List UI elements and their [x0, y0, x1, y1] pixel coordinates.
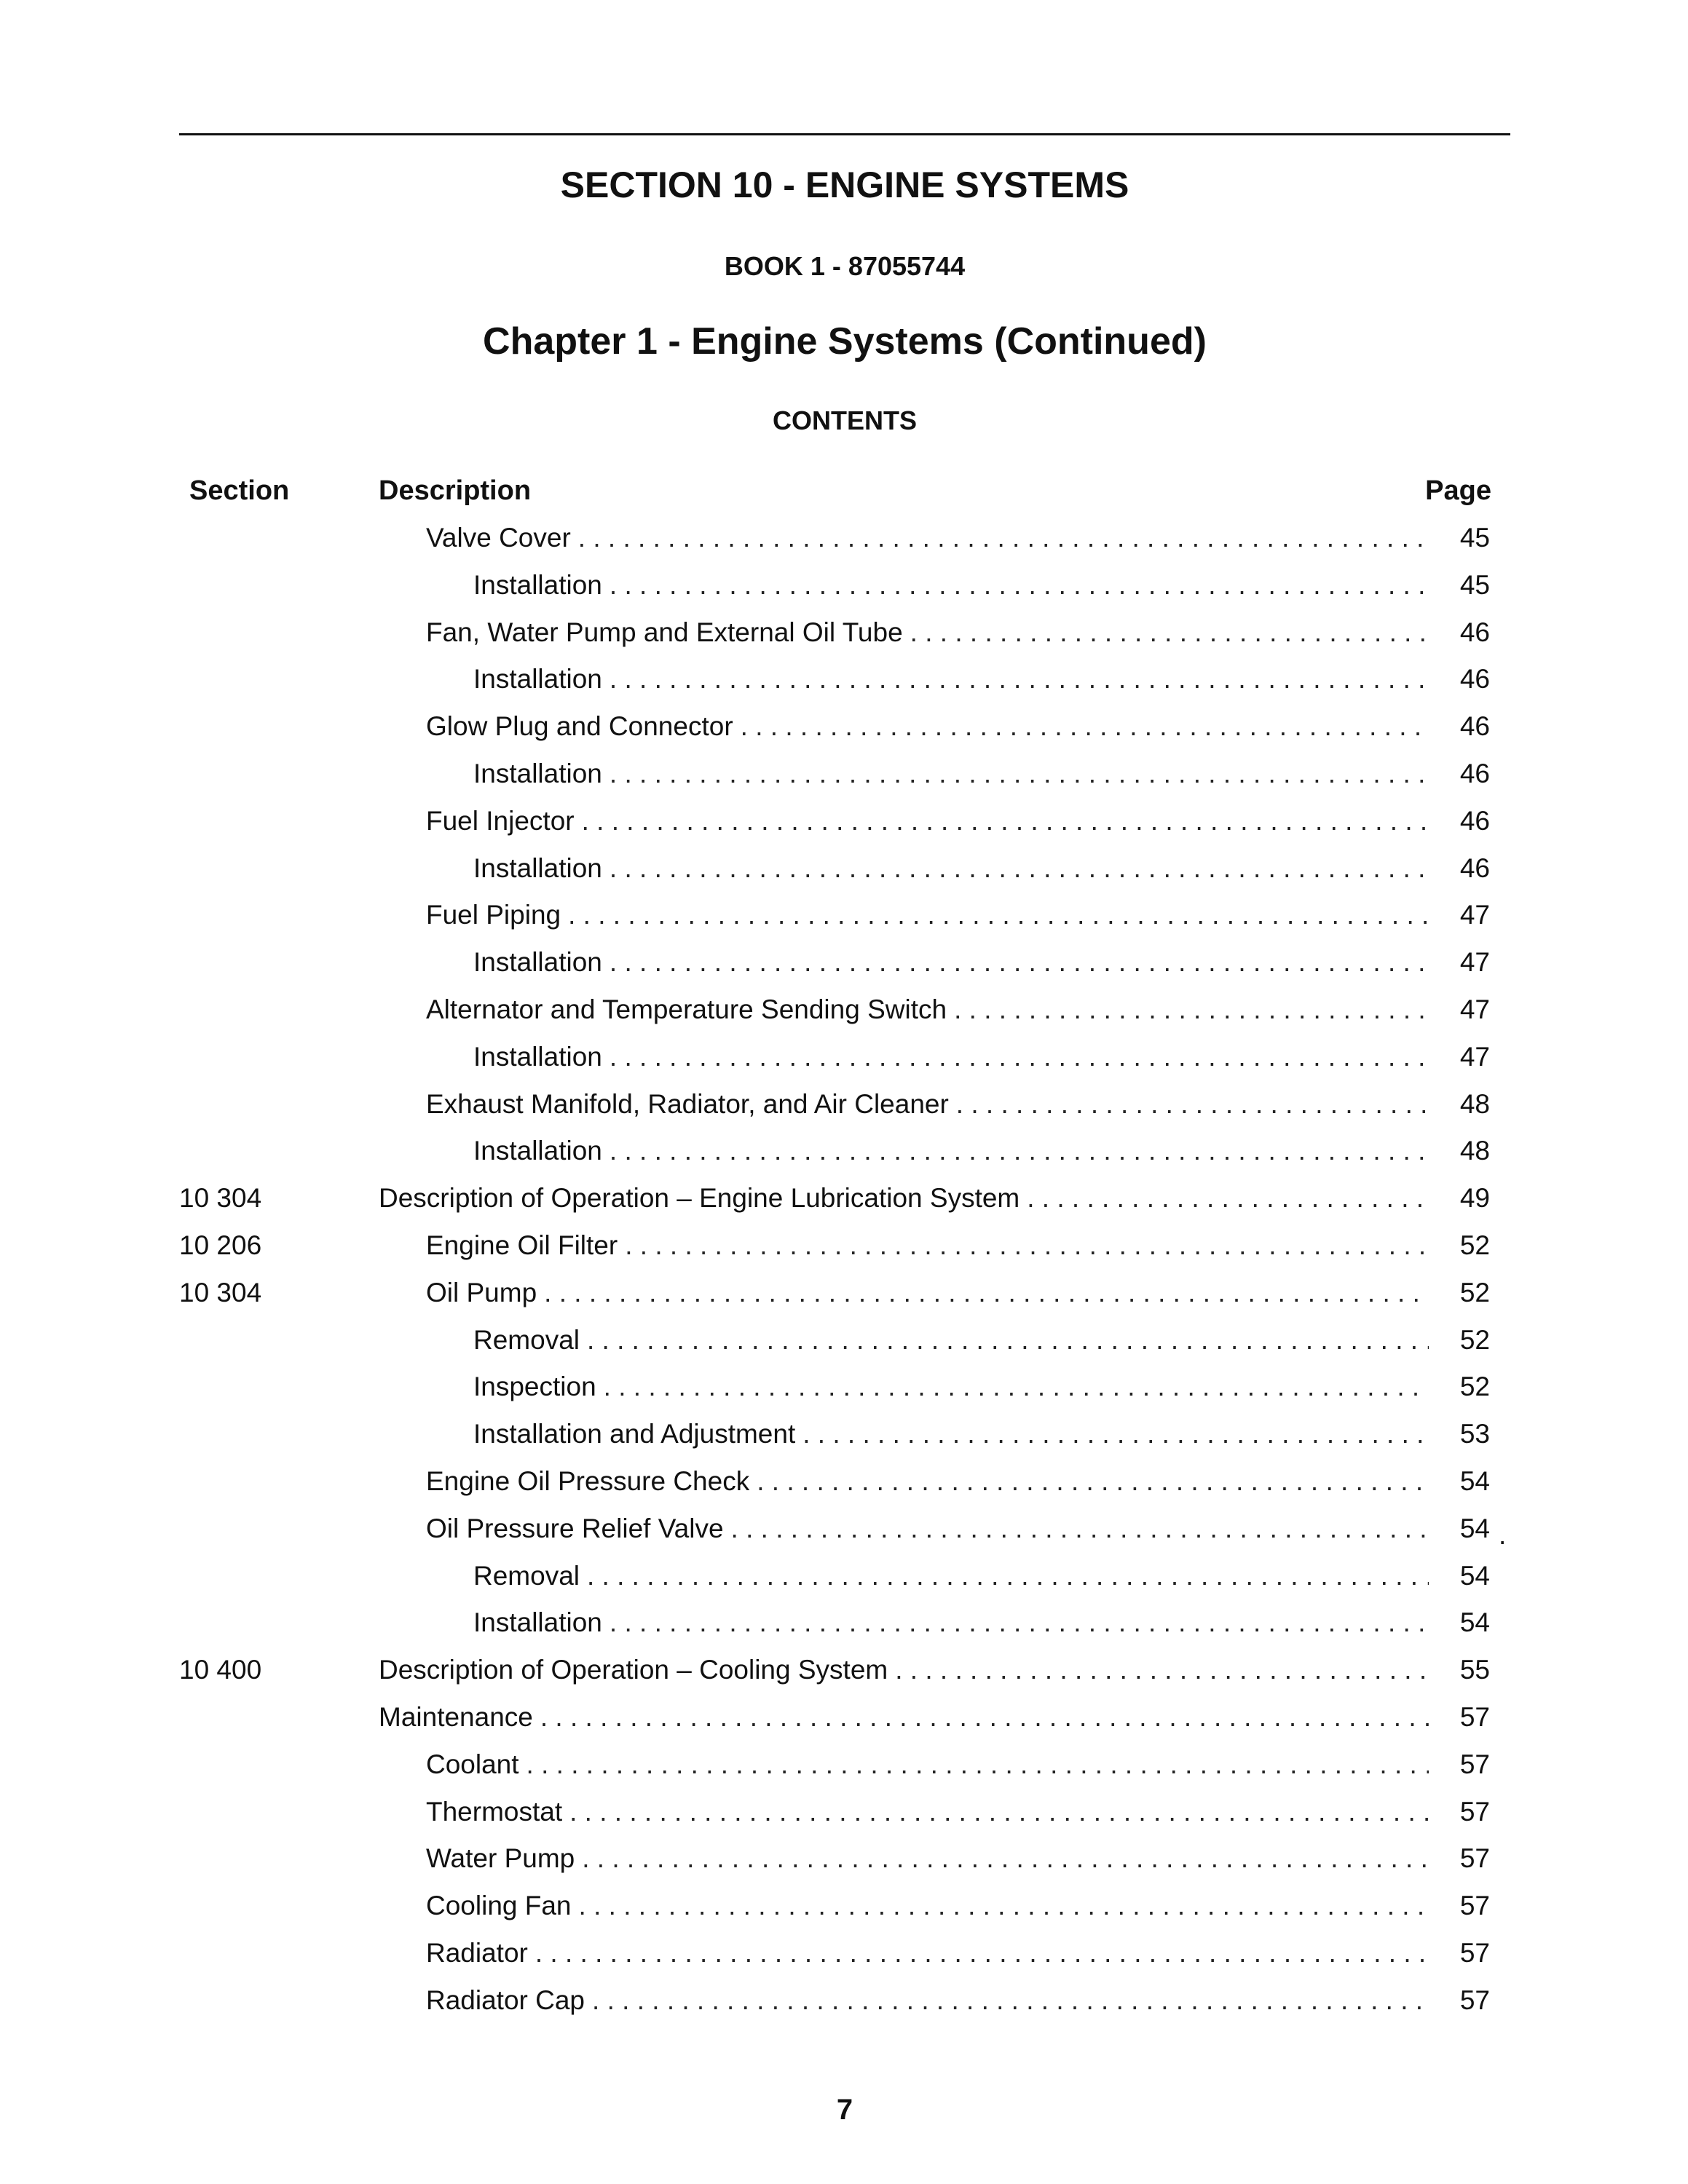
toc-entry-label: Description of Operation – Cooling System [379, 1655, 888, 1685]
toc-page-number: 54 [1459, 1513, 1490, 1543]
dot-leader [741, 703, 1429, 751]
toc-row [179, 1789, 1490, 1836]
toc-entry [473, 1317, 1490, 1364]
dot-leader [604, 1364, 1429, 1411]
book-number: BOOK 1 - 87055744 [724, 251, 966, 281]
dot-leader [802, 1411, 1429, 1458]
toc-page-number: 48 [1459, 1136, 1490, 1166]
toc-entry [426, 1741, 1490, 1789]
toc-page-number: 52 [1459, 1324, 1490, 1355]
dot-leader [610, 845, 1429, 893]
page-number: 7 [836, 2094, 853, 2126]
toc-entry [426, 1506, 1490, 1553]
header-rule [179, 133, 1510, 135]
toc-row [179, 609, 1490, 657]
toc-entry-label: Radiator [426, 1937, 528, 1968]
dot-leader [540, 1694, 1429, 1741]
dot-leader [625, 1222, 1429, 1270]
toc-row [179, 1458, 1490, 1506]
toc-page-number: 48 [1459, 1088, 1490, 1119]
column-header-description: Description [379, 475, 532, 506]
toc-entry [426, 1270, 1490, 1317]
toc-entry [426, 1081, 1490, 1128]
dot-leader [610, 939, 1429, 986]
toc-row [179, 1364, 1490, 1411]
toc-entry [379, 1647, 1490, 1694]
toc-entry [473, 1411, 1490, 1458]
toc-row [179, 1506, 1490, 1553]
toc-entry-label: Inspection [473, 1372, 596, 1402]
toc-row [179, 1883, 1490, 1930]
toc-entry-label: Installation [473, 852, 602, 883]
dot-leader [1027, 1175, 1429, 1222]
toc-entry [426, 1930, 1490, 1977]
toc-entry-label: Water Pump [426, 1843, 575, 1874]
dot-leader [895, 1647, 1429, 1694]
dot-leader [592, 1977, 1429, 2025]
toc-row [179, 1647, 1490, 1694]
toc-page-number: 45 [1459, 569, 1490, 600]
toc-entry-label: Radiator Cap [426, 1985, 585, 2015]
toc-entry [473, 656, 1490, 703]
toc-entry [473, 1553, 1490, 1600]
toc-row [179, 751, 1490, 798]
dot-leader [535, 1930, 1429, 1977]
toc-entry [426, 1458, 1490, 1506]
toc-row [179, 1599, 1490, 1647]
toc-page-number: 54 [1459, 1465, 1490, 1496]
dot-leader [582, 798, 1429, 845]
toc-row [179, 1270, 1490, 1317]
toc-entry [426, 1789, 1490, 1836]
dot-leader [610, 1128, 1429, 1175]
dot-leader [610, 1599, 1429, 1647]
toc-page-number: 47 [1459, 1041, 1490, 1072]
toc-entry-label: Removal [473, 1560, 580, 1591]
toc-page-number: 52 [1459, 1372, 1490, 1402]
toc-page-number: 57 [1459, 1843, 1490, 1874]
toc-entry [426, 798, 1490, 845]
toc-row [179, 892, 1490, 939]
toc-entry-label: Installation [473, 947, 602, 978]
toc-entry [473, 939, 1490, 986]
chapter-title: Chapter 1 - Engine Systems (Continued) [483, 320, 1207, 363]
toc-row [179, 562, 1490, 609]
toc-page-number: 47 [1459, 947, 1490, 978]
dot-leader [568, 892, 1429, 939]
toc-row [179, 1128, 1490, 1175]
toc-page-number: 49 [1459, 1183, 1490, 1214]
toc-entry-label: Oil Pump [426, 1277, 537, 1307]
stray-mark: . [1499, 1520, 1507, 1550]
toc-page-number: 55 [1459, 1655, 1490, 1685]
toc-entry [426, 1222, 1490, 1270]
toc-page-number: 46 [1459, 664, 1490, 695]
dot-leader [757, 1458, 1429, 1506]
toc-row [179, 1081, 1490, 1128]
column-header-section: Section [189, 475, 290, 506]
toc-row [179, 986, 1490, 1034]
toc-row [179, 1175, 1490, 1222]
toc-entry-label: Oil Pressure Relief Valve [426, 1513, 724, 1543]
toc-row [179, 1411, 1490, 1458]
toc-entry [426, 1883, 1490, 1930]
toc-page-number: 46 [1459, 852, 1490, 883]
dot-leader [582, 1835, 1429, 1883]
toc-entry-label: Installation [473, 569, 602, 600]
toc-row [179, 1317, 1490, 1364]
toc-row [179, 1835, 1490, 1883]
toc-page-number: 46 [1459, 711, 1490, 742]
column-header-page: Page [1425, 475, 1491, 506]
toc-row [179, 1930, 1490, 1977]
toc-entry-label: Fuel Piping [426, 900, 561, 930]
toc-row [179, 703, 1490, 751]
toc-entry-label: Installation [473, 1041, 602, 1072]
toc-entry-label: Coolant [426, 1749, 519, 1779]
toc-page-number: 45 [1459, 523, 1490, 553]
toc-entry-label: Engine Oil Pressure Check [426, 1465, 750, 1496]
toc-entry-label: Valve Cover [426, 523, 571, 553]
toc-entry-label: Maintenance [379, 1701, 533, 1732]
dot-leader [587, 1553, 1429, 1600]
toc-entry-label: Installation [473, 1136, 602, 1166]
toc-entry-label: Cooling Fan [426, 1891, 572, 1921]
toc-section-code: 10 304 [179, 1277, 262, 1307]
toc-row [179, 1977, 1490, 2025]
toc-entry [426, 703, 1490, 751]
dot-leader [956, 1081, 1429, 1128]
dot-leader [610, 656, 1429, 703]
toc-entry-label: Removal [473, 1324, 580, 1355]
toc-row [179, 1034, 1490, 1081]
toc-row [179, 1741, 1490, 1789]
toc-row [179, 1694, 1490, 1741]
toc-entry [473, 1364, 1490, 1411]
toc-page-number: 57 [1459, 1985, 1490, 2015]
toc-entry [426, 986, 1490, 1034]
dot-leader [731, 1506, 1429, 1553]
toc-row [179, 845, 1490, 893]
toc-page-number: 47 [1459, 900, 1490, 930]
toc-row [179, 1553, 1490, 1600]
toc-page-number: 57 [1459, 1796, 1490, 1827]
toc-row [179, 798, 1490, 845]
toc-section-code: 10 304 [179, 1183, 262, 1214]
dot-leader [610, 562, 1429, 609]
toc-section-code: 10 206 [179, 1230, 262, 1260]
toc-entry-label: Alternator and Temperature Sending Switch [426, 994, 947, 1024]
toc-entry [473, 845, 1490, 893]
toc-entry [426, 1977, 1490, 2025]
toc-page-number: 47 [1459, 994, 1490, 1024]
toc-entry [426, 609, 1490, 657]
toc-entry [473, 1128, 1490, 1175]
toc-entry-label: Fan, Water Pump and External Oil Tube [426, 617, 903, 647]
dot-leader [610, 1034, 1429, 1081]
toc-entry-label: Engine Oil Filter [426, 1230, 618, 1260]
dot-leader [587, 1317, 1429, 1364]
toc-row [179, 656, 1490, 703]
dot-leader [954, 986, 1429, 1034]
toc-entry-label: Fuel Injector [426, 805, 575, 836]
toc-entry-label: Glow Plug and Connector [426, 711, 733, 742]
dot-leader [610, 751, 1429, 798]
toc-entry-label: Installation [473, 664, 602, 695]
section-title: SECTION 10 - ENGINE SYSTEMS [560, 165, 1129, 205]
contents-heading: CONTENTS [773, 405, 917, 435]
toc-entry [426, 515, 1490, 562]
toc-entry [379, 1175, 1490, 1222]
toc-page-number: 57 [1459, 1891, 1490, 1921]
toc-page-number: 46 [1459, 617, 1490, 647]
dot-leader [569, 1789, 1429, 1836]
table-of-contents [179, 515, 1490, 2025]
toc-page-number: 46 [1459, 758, 1490, 788]
toc-entry-label: Exhaust Manifold, Radiator, and Air Cleaner [426, 1088, 949, 1119]
toc-entry-label: Thermostat [426, 1796, 563, 1827]
toc-page-number: 57 [1459, 1749, 1490, 1779]
toc-entry-label: Installation [473, 758, 602, 788]
toc-page-number: 53 [1459, 1419, 1490, 1449]
dot-leader [578, 515, 1429, 562]
dot-leader [544, 1270, 1429, 1317]
toc-page-number: 46 [1459, 805, 1490, 836]
toc-entry [426, 1835, 1490, 1883]
toc-page-number: 57 [1459, 1937, 1490, 1968]
toc-row [179, 939, 1490, 986]
toc-page-number: 54 [1459, 1607, 1490, 1638]
toc-page-number: 54 [1459, 1560, 1490, 1591]
toc-entry [426, 892, 1490, 939]
dot-leader [910, 609, 1429, 657]
toc-entry-label: Description of Operation – Engine Lubrication System [379, 1183, 1020, 1214]
toc-entry [473, 562, 1490, 609]
toc-page-number: 52 [1459, 1277, 1490, 1307]
toc-entry-label: Installation [473, 1607, 602, 1638]
toc-page-number: 52 [1459, 1230, 1490, 1260]
toc-row [179, 1222, 1490, 1270]
dot-leader [526, 1741, 1429, 1789]
dot-leader [579, 1883, 1429, 1930]
toc-entry [473, 751, 1490, 798]
toc-entry [473, 1599, 1490, 1647]
toc-row [179, 515, 1490, 562]
toc-entry [379, 1694, 1490, 1741]
toc-entry [473, 1034, 1490, 1081]
toc-entry-label: Installation and Adjustment [473, 1419, 796, 1449]
toc-page-number: 57 [1459, 1701, 1490, 1732]
toc-section-code: 10 400 [179, 1655, 262, 1685]
